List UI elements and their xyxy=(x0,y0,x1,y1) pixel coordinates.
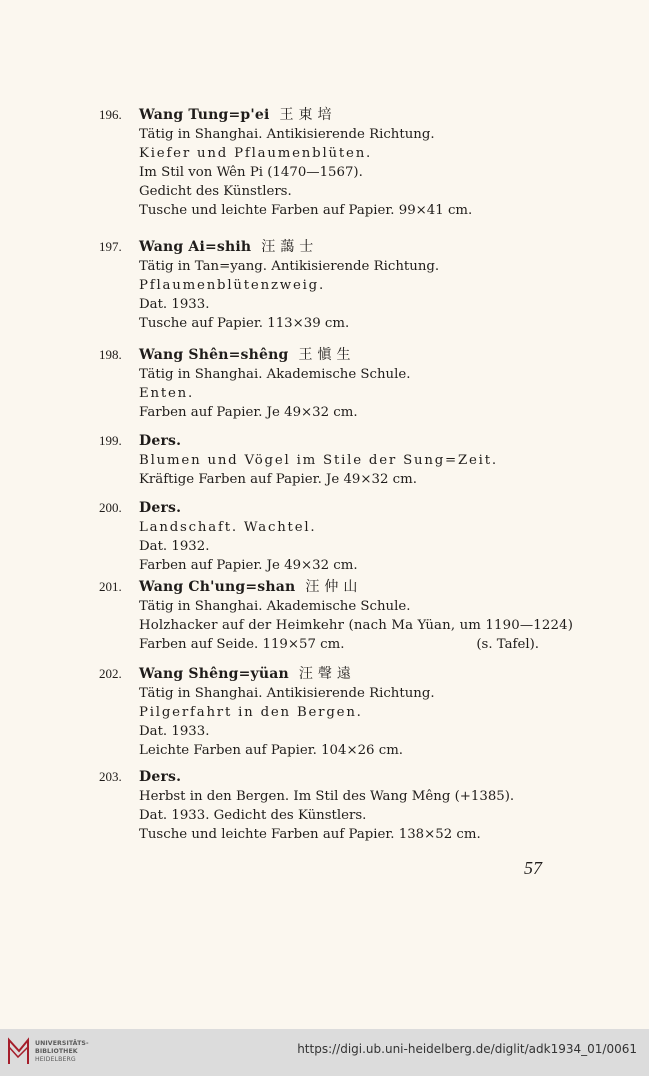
artist-name: Ders. xyxy=(139,433,182,449)
entry-line: Im Stil von Wên Pi (1470—1567). xyxy=(139,165,363,180)
entry-line: Gedicht des Künstlers. xyxy=(139,184,292,199)
entry-title: Enten. xyxy=(139,386,195,401)
plate-reference: (s. Tafel). xyxy=(476,637,539,652)
entry-line: Tätig in Shanghai. Akademische Schule. xyxy=(139,367,411,382)
entry-number: 197. xyxy=(99,239,122,254)
catalog-entry-198 xyxy=(99,344,539,422)
entry-heading xyxy=(99,766,539,787)
chinese-name: 汪藹士 xyxy=(261,239,319,255)
entry-line: Tätig in Shanghai. Akademische Schule. xyxy=(139,599,411,614)
catalog-entry-196 xyxy=(99,104,539,220)
entry-number: 196. xyxy=(99,107,122,122)
entry-line: Tusche und leichte Farben auf Papier. 99×41 cm. xyxy=(139,203,473,218)
entry-heading xyxy=(99,430,539,451)
entry-title: Herbst in den Bergen. Im Stil des Wang Mêng (+1385). xyxy=(139,789,515,804)
footer-bar xyxy=(0,1029,649,1076)
entry-line: Dat. 1933. Gedicht des Künstlers. xyxy=(139,808,367,823)
chinese-name: 王愼生 xyxy=(298,347,356,363)
entry-title: Kiefer und Pflaumenblüten. xyxy=(139,146,373,161)
entry-heading xyxy=(99,497,539,518)
entry-line: Tätig in Shanghai. Antikisierende Richtung. xyxy=(139,127,435,142)
catalog-entry-201 xyxy=(99,576,574,654)
entry-line xyxy=(139,635,539,654)
artist-name: Wang Shêng=yüan xyxy=(139,666,289,682)
catalog-entry-199 xyxy=(99,430,539,489)
entry-heading xyxy=(99,104,539,125)
chinese-name: 王東培 xyxy=(279,107,337,123)
entry-heading xyxy=(99,663,539,684)
artist-name: Wang Shên=shêng xyxy=(139,347,289,363)
medium-dimensions: Farben auf Seide. 119×57 cm. xyxy=(139,637,345,652)
entry-heading xyxy=(99,344,539,365)
catalog-entry-200 xyxy=(99,497,539,575)
entry-number: 198. xyxy=(99,347,122,362)
artist-name: Wang Ai=shih xyxy=(139,239,252,255)
entry-title: Blumen und Vögel im Stile der Sung=Zeit. xyxy=(139,453,498,468)
entry-line: Tusche und leichte Farben auf Papier. 138×52 cm. xyxy=(139,827,481,842)
entry-line: Kräftige Farben auf Papier. Je 49×32 cm. xyxy=(139,472,417,487)
catalog-entry-203 xyxy=(99,766,539,844)
entry-line: Tätig in Shanghai. Antikisierende Richtung. xyxy=(139,686,435,701)
entry-number: 201. xyxy=(99,579,122,594)
catalog-entry-197 xyxy=(99,236,539,333)
document-url-link[interactable]: https://digi.ub.uni-heidelberg.de/diglit/adk1934_01/0061 xyxy=(297,1042,637,1056)
entry-line: Leichte Farben auf Papier. 104×26 cm. xyxy=(139,743,404,758)
entry-number: 199. xyxy=(99,433,122,448)
artist-name: Wang Ch'ung=shan xyxy=(139,579,296,595)
entry-line: Farben auf Papier. Je 49×32 cm. xyxy=(139,405,358,420)
entry-line: Dat. 1933. xyxy=(139,724,210,739)
artist-name: Ders. xyxy=(139,500,182,516)
chinese-name: 汪仲山 xyxy=(305,579,363,595)
entry-line: Tätig in Tan=yang. Antikisierende Richtung. xyxy=(139,259,440,274)
entry-line: Dat. 1932. xyxy=(139,539,210,554)
entry-title: Landschaft. Wachtel. xyxy=(139,520,317,535)
entry-heading xyxy=(99,236,539,257)
entry-title: Pilgerfahrt in den Bergen. xyxy=(139,705,363,720)
artist-name: Ders. xyxy=(139,769,182,785)
page-number: 57 xyxy=(524,858,542,878)
artist-name: Wang Tung=p'ei xyxy=(139,107,270,123)
entry-line: Farben auf Papier. Je 49×32 cm. xyxy=(139,558,358,573)
entry-number: 200. xyxy=(99,500,122,515)
entry-line: Dat. 1933. xyxy=(139,297,210,312)
entry-number: 203. xyxy=(99,769,122,784)
heidelberg-library-logo-icon xyxy=(8,1037,29,1066)
library-name: UNIVERSITÄTS- BIBLIOTHEK HEIDELBERG xyxy=(35,1040,89,1063)
entry-title: Pflaumenblütenzweig. xyxy=(139,278,326,293)
chinese-name: 汪聲遠 xyxy=(298,666,356,682)
entry-number: 202. xyxy=(99,666,122,681)
entry-title: Holzhacker auf der Heimkehr (nach Ma Yüan, um 1190—1224) xyxy=(139,618,574,633)
entry-heading xyxy=(99,576,539,597)
entry-line: Tusche auf Papier. 113×39 cm. xyxy=(139,316,350,331)
catalog-entry-202 xyxy=(99,663,539,760)
